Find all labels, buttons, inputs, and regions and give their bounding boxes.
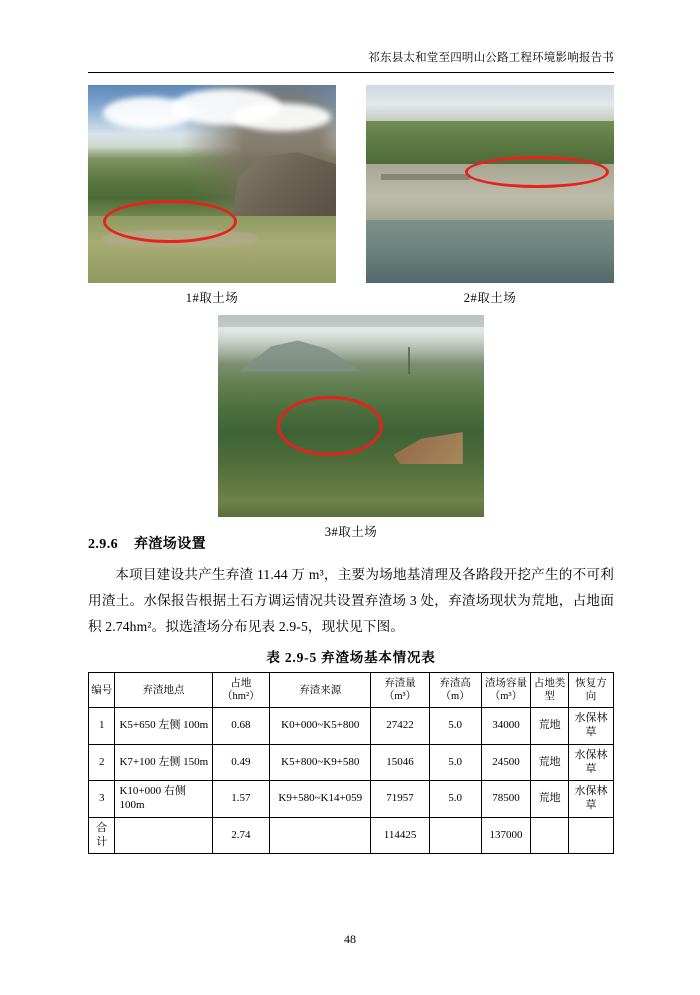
photo-borrow-pit-2: [366, 85, 614, 283]
table-row: [89, 781, 614, 818]
cell-no: 3: [89, 781, 115, 818]
cell-landtype: 荒地: [531, 781, 569, 818]
cell-total-area: 2.74: [212, 817, 270, 854]
cell-total-restore: [568, 817, 613, 854]
embankment-line: [381, 174, 470, 180]
cell-total-height: [429, 817, 481, 854]
table-header-cell-landtype: 占地类型: [531, 673, 569, 708]
cell-site: K5+650 左侧 100m: [115, 708, 212, 745]
table-header: [89, 673, 614, 708]
annotation-ellipse: [103, 200, 237, 244]
cell-total-volume: 114425: [371, 817, 429, 854]
section-title: 弃渣场设置: [134, 537, 206, 552]
excavation-scar: [394, 432, 463, 464]
table-header-cell-height: 弃渣高（m）: [429, 673, 481, 708]
table-header-cell-volume: 弃渣量（m³）: [371, 673, 429, 708]
cell-total-source: [270, 817, 371, 854]
figure-borrow-pit-2: [366, 85, 614, 306]
cell-volume: 15046: [371, 744, 429, 781]
figure-borrow-pit-1: [88, 85, 336, 306]
cell-capacity: 78500: [481, 781, 531, 818]
table-header-cell-site: 弃渣地点: [115, 673, 212, 708]
page-number: 48: [344, 932, 356, 946]
cell-site: K7+100 左侧 150m: [115, 744, 212, 781]
cell-restore: 水保林草: [568, 708, 613, 745]
cell-area: 0.49: [212, 744, 270, 781]
cell-height: 5.0: [429, 744, 481, 781]
cell-no: 2: [89, 744, 115, 781]
cell-area: 0.68: [212, 708, 270, 745]
cell-landtype: 荒地: [531, 708, 569, 745]
cell-no: 1: [89, 708, 115, 745]
header-divider: [88, 72, 614, 73]
table-header-cell-area: 占地（hm²）: [212, 673, 270, 708]
table-header-cell-no: 编号: [89, 673, 115, 708]
transmission-pole: [408, 347, 410, 373]
figure-caption-2: 2#取土场: [463, 291, 517, 305]
table-row: [89, 708, 614, 745]
table-total-row: [89, 817, 614, 854]
cell-capacity: 24500: [481, 744, 531, 781]
table-row: [89, 744, 614, 781]
cell-landtype: 荒地: [531, 744, 569, 781]
cell-total-capacity: 137000: [481, 817, 531, 854]
cell-height: 5.0: [429, 781, 481, 818]
table-header-cell-restore: 恢复方向: [568, 673, 613, 708]
table-body: [89, 708, 614, 854]
cell-total-label: 合计: [89, 817, 115, 854]
figure-row-top: [88, 85, 614, 306]
table-caption: 表 2.9-5 弃渣场基本情况表: [266, 650, 436, 665]
figure-caption-1: 1#取土场: [185, 291, 239, 305]
exposed-rock-slope: [232, 152, 336, 219]
cell-total-landtype: [531, 817, 569, 854]
section-paragraph: 本项目建设共产生弃渣 11.44 万 m³，主要为场地基清理及各路段开挖产生的不可利用渣土。水保报告根据土石方调运情况共设置弃渣场 3 处，弃渣场现状为荒地，占地面积 2.74hm²。拟选渣场分布见表 2.9-5，现状见下图。: [88, 567, 614, 634]
cell-capacity: 34000: [481, 708, 531, 745]
table-header-row: [89, 673, 614, 708]
table-header-cell-source: 弃渣来源: [270, 673, 371, 708]
cell-area: 1.57: [212, 781, 270, 818]
cloud-shape: [232, 103, 331, 131]
cell-height: 5.0: [429, 708, 481, 745]
cell-volume: 71957: [371, 781, 429, 818]
photo-borrow-pit-1: [88, 85, 336, 283]
cell-site: K10+000 右侧 100m: [115, 781, 212, 818]
cell-total-site: [115, 817, 212, 854]
cell-source: K9+580~K14+059: [270, 781, 371, 818]
figure-group: [88, 85, 614, 540]
cell-restore: 水保林草: [568, 781, 613, 818]
cell-volume: 27422: [371, 708, 429, 745]
figure-borrow-pit-3: [218, 315, 484, 540]
cell-source: K5+800~K9+580: [270, 744, 371, 781]
cell-restore: 水保林草: [568, 744, 613, 781]
cell-source: K0+000~K5+800: [270, 708, 371, 745]
table-header-cell-capacity: 渣场容量（m³）: [481, 673, 531, 708]
photo-borrow-pit-3: [218, 315, 484, 517]
figure-caption-3: 3#取土场: [324, 525, 378, 539]
waste-dump-table: [88, 672, 614, 854]
water-surface: [366, 220, 614, 283]
page-header: 祁东县太和堂至四明山公路工程环境影响报告书: [368, 52, 614, 64]
annotation-ellipse: [465, 156, 609, 188]
section-number: 2.9.6: [88, 537, 118, 552]
section-heading: [88, 533, 206, 553]
figure-row-bottom: [88, 315, 614, 540]
annotation-ellipse: [277, 396, 383, 457]
tree-line: [366, 121, 614, 165]
